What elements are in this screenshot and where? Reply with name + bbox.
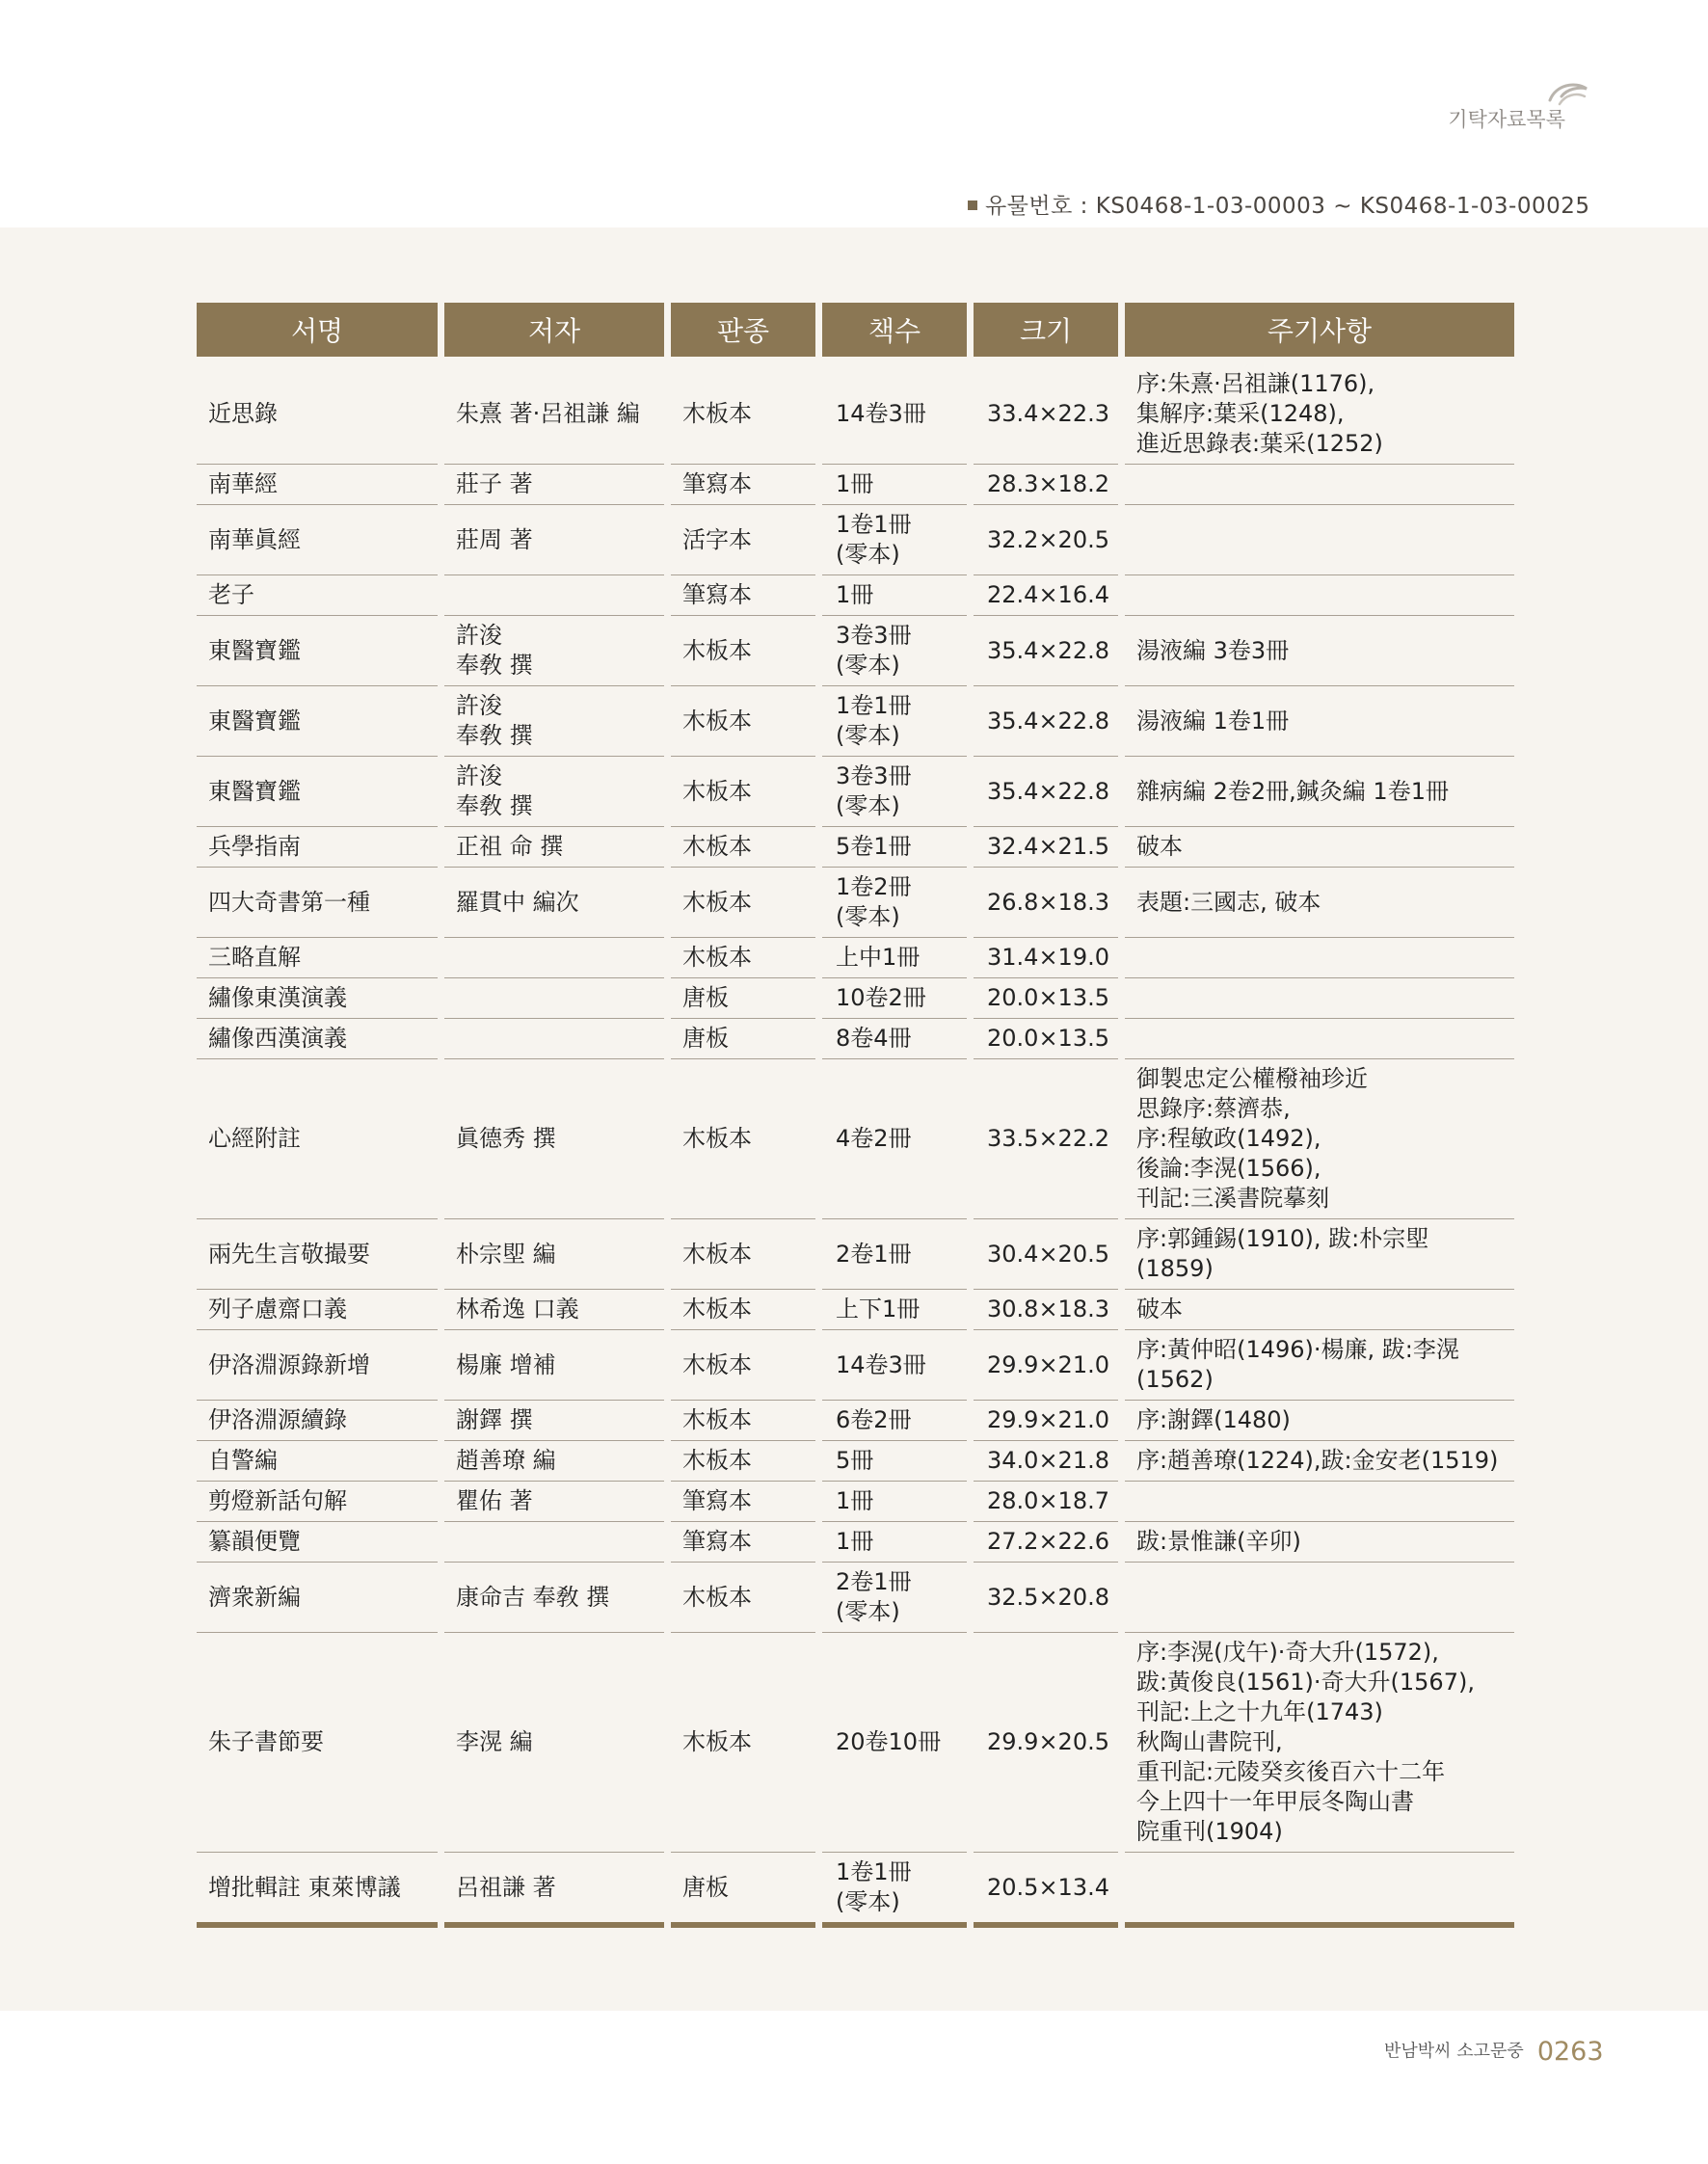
cell-edition: 木板本 (671, 616, 815, 686)
cell-size: 35.4×22.8 (974, 757, 1118, 827)
cell-volumes: 14卷3冊 (822, 1330, 967, 1401)
cell-title: 繡像東漢演義 (197, 978, 438, 1019)
cell-notes: 序:謝鐸(1480) (1125, 1401, 1514, 1441)
column-header: 주기사항 (1125, 303, 1514, 357)
table-row (197, 1401, 1514, 1441)
cell-title: 繡像西漢演義 (197, 1019, 438, 1059)
cell-edition: 活字本 (671, 505, 815, 575)
cell-edition: 筆寫本 (671, 1522, 815, 1563)
cell-edition: 木板本 (671, 1563, 815, 1633)
column-header: 판종 (671, 303, 815, 357)
cell-title: 四大奇書第一種 (197, 868, 438, 938)
cell-edition: 木板本 (671, 1401, 815, 1441)
cell-notes (1125, 1853, 1514, 1928)
cell-notes: 序:朱熹·呂祖謙(1176), 集解序:葉采(1248), 進近思錄表:葉采(1252) (1125, 357, 1514, 465)
cell-volumes: 1冊 (822, 575, 967, 616)
cell-author: 許浚 奉敎 撰 (444, 616, 664, 686)
table-row (197, 1019, 1514, 1059)
cell-title: 剪燈新話句解 (197, 1482, 438, 1522)
cell-title: 伊洛淵源續錄 (197, 1401, 438, 1441)
cell-volumes: 3卷3冊 (零本) (822, 757, 967, 827)
cell-size: 29.9×21.0 (974, 1401, 1118, 1441)
cell-volumes: 6卷2冊 (822, 1401, 967, 1441)
cell-notes: 跋:景惟謙(辛卯) (1125, 1522, 1514, 1563)
column-header: 저자 (444, 303, 664, 357)
table-row (197, 978, 1514, 1019)
cell-edition: 木板本 (671, 938, 815, 978)
cell-size: 31.4×19.0 (974, 938, 1118, 978)
cell-author: 許浚 奉敎 撰 (444, 686, 664, 757)
cell-size: 30.4×20.5 (974, 1219, 1118, 1290)
cell-title: 增批輯註 東萊博議 (197, 1853, 438, 1928)
cell-notes (1125, 1019, 1514, 1059)
cell-title: 心經附註 (197, 1059, 438, 1219)
cell-volumes: 2卷1冊 (零本) (822, 1563, 967, 1633)
table-row (197, 757, 1514, 827)
cell-title: 東醫寶鑑 (197, 686, 438, 757)
cell-notes: 序:趙善璙(1224),跋:金安老(1519) (1125, 1441, 1514, 1482)
cell-edition: 木板本 (671, 868, 815, 938)
cell-title: 伊洛淵源錄新增 (197, 1330, 438, 1401)
cell-notes: 湯液編 1卷1冊 (1125, 686, 1514, 757)
table-row (197, 1633, 1514, 1853)
cell-author: 謝鐸 撰 (444, 1401, 664, 1441)
cell-author: 楊廉 增補 (444, 1330, 664, 1401)
cell-size: 27.2×22.6 (974, 1522, 1118, 1563)
cell-title: 東醫寶鑑 (197, 616, 438, 686)
cell-edition: 筆寫本 (671, 465, 815, 505)
cell-author (444, 1019, 664, 1059)
table-row (197, 1522, 1514, 1563)
cell-title: 兵學指南 (197, 827, 438, 868)
cell-size: 22.4×16.4 (974, 575, 1118, 616)
cell-volumes: 3卷3冊 (零本) (822, 616, 967, 686)
cell-title: 老子 (197, 575, 438, 616)
cell-size: 20.5×13.4 (974, 1853, 1118, 1928)
table-row (197, 357, 1514, 465)
cell-title: 纂韻便覽 (197, 1522, 438, 1563)
cell-author: 莊子 著 (444, 465, 664, 505)
cell-title: 東醫寶鑑 (197, 757, 438, 827)
cell-size: 28.0×18.7 (974, 1482, 1118, 1522)
table-row (197, 1563, 1514, 1633)
section-label: 기탁자료목록 (1448, 108, 1565, 131)
cell-author (444, 978, 664, 1019)
table-row (197, 1330, 1514, 1401)
cell-notes (1125, 575, 1514, 616)
cell-volumes: 1卷2冊 (零本) (822, 868, 967, 938)
table-row (197, 1219, 1514, 1290)
cell-notes (1125, 505, 1514, 575)
cell-edition: 木板本 (671, 1290, 815, 1330)
table-row (197, 868, 1514, 938)
cell-volumes: 2卷1冊 (822, 1219, 967, 1290)
cell-edition: 木板本 (671, 827, 815, 868)
cell-author: 李滉 編 (444, 1633, 664, 1853)
column-header: 서명 (197, 303, 438, 357)
cell-notes: 序:李滉(戊午)·奇大升(1572), 跋:黃俊良(1561)·奇大升(1567), 刊記:上之十九年(1743) 秋陶山書院刊, 重刊記:元陵癸亥後百六十二年 今上四十一年甲辰冬陶山書 院重刊(1904) (1125, 1633, 1514, 1853)
artifact-id-text: 유물번호 : KS0468-1-03-00003 ~ KS0468-1-03-00025 (985, 194, 1590, 219)
cell-volumes: 1卷1冊 (零本) (822, 505, 967, 575)
cell-author: 眞德秀 撰 (444, 1059, 664, 1219)
cell-notes: 御製忠定公權橃袖珍近 思錄序:蔡濟恭, 序:程敏政(1492), 後論:李滉(1566), 刊記:三溪書院摹刻 (1125, 1059, 1514, 1219)
cell-notes (1125, 465, 1514, 505)
cell-volumes: 10卷2冊 (822, 978, 967, 1019)
cell-volumes: 5卷1冊 (822, 827, 967, 868)
cell-notes (1125, 938, 1514, 978)
table-row (197, 1853, 1514, 1928)
cell-volumes: 20卷10冊 (822, 1633, 967, 1853)
cell-title: 南華眞經 (197, 505, 438, 575)
cell-volumes: 1冊 (822, 1482, 967, 1522)
cell-author: 瞿佑 著 (444, 1482, 664, 1522)
table-row (197, 1290, 1514, 1330)
cell-title: 兩先生言敬撮要 (197, 1219, 438, 1290)
table-row (197, 575, 1514, 616)
cell-notes: 破本 (1125, 827, 1514, 868)
cell-size: 32.4×21.5 (974, 827, 1118, 868)
cell-size: 35.4×22.8 (974, 686, 1118, 757)
cell-title: 近思錄 (197, 357, 438, 465)
cell-volumes: 8卷4冊 (822, 1019, 967, 1059)
cell-volumes: 1冊 (822, 1522, 967, 1563)
cell-edition: 筆寫本 (671, 575, 815, 616)
cell-edition: 木板本 (671, 357, 815, 465)
cell-title: 列子慮齋口義 (197, 1290, 438, 1330)
cell-author: 莊周 著 (444, 505, 664, 575)
table-row (197, 686, 1514, 757)
table-row (197, 616, 1514, 686)
cell-title: 三略直解 (197, 938, 438, 978)
table-row (197, 465, 1514, 505)
cell-author: 朱熹 著·呂祖謙 編 (444, 357, 664, 465)
cell-size: 30.8×18.3 (974, 1290, 1118, 1330)
cell-notes: 破本 (1125, 1290, 1514, 1330)
table-row (197, 1482, 1514, 1522)
cell-volumes: 上中1冊 (822, 938, 967, 978)
catalog-table (190, 303, 1521, 1928)
cell-author: 朴宗堲 編 (444, 1219, 664, 1290)
cell-title: 南華經 (197, 465, 438, 505)
cell-volumes: 1卷1冊 (零本) (822, 686, 967, 757)
table-body (197, 357, 1514, 1928)
cell-volumes: 1冊 (822, 465, 967, 505)
cell-size: 28.3×18.2 (974, 465, 1118, 505)
table-row (197, 827, 1514, 868)
cell-size: 33.5×22.2 (974, 1059, 1118, 1219)
cell-author: 正祖 命 撰 (444, 827, 664, 868)
cell-volumes: 14卷3冊 (822, 357, 967, 465)
cell-size: 20.0×13.5 (974, 1019, 1118, 1059)
cell-edition: 木板本 (671, 1633, 815, 1853)
cell-author: 羅貫中 編次 (444, 868, 664, 938)
cell-size: 29.9×20.5 (974, 1633, 1118, 1853)
cell-size: 32.2×20.5 (974, 505, 1118, 575)
cell-edition: 唐板 (671, 1019, 815, 1059)
cell-size: 20.0×13.5 (974, 978, 1118, 1019)
cell-notes: 雜病編 2卷2冊,鍼灸編 1卷1冊 (1125, 757, 1514, 827)
cell-notes: 序:郭鍾錫(1910), 跋:朴宗堲(1859) (1125, 1219, 1514, 1290)
cell-edition: 木板本 (671, 757, 815, 827)
cell-volumes: 1卷1冊 (零本) (822, 1853, 967, 1928)
cell-size: 26.8×18.3 (974, 868, 1118, 938)
cell-volumes: 5冊 (822, 1441, 967, 1482)
cell-size: 29.9×21.0 (974, 1330, 1118, 1401)
column-header: 크기 (974, 303, 1118, 357)
cell-author: 許浚 奉敎 撰 (444, 757, 664, 827)
cell-volumes: 4卷2冊 (822, 1059, 967, 1219)
cell-author (444, 1522, 664, 1563)
cell-notes (1125, 1482, 1514, 1522)
table-row (197, 938, 1514, 978)
artifact-id-range (968, 188, 1590, 220)
cell-notes (1125, 1563, 1514, 1633)
table-header-row (197, 303, 1514, 357)
cell-author: 康命吉 奉敎 撰 (444, 1563, 664, 1633)
cell-notes: 表題:三國志, 破本 (1125, 868, 1514, 938)
cell-volumes: 上下1冊 (822, 1290, 967, 1330)
cell-edition: 木板本 (671, 1219, 815, 1290)
table-row (197, 1059, 1514, 1219)
cell-size: 33.4×22.3 (974, 357, 1118, 465)
cell-author: 呂祖謙 著 (444, 1853, 664, 1928)
cell-notes: 序:黃仲昭(1496)·楊廉, 跋:李滉(1562) (1125, 1330, 1514, 1401)
column-header: 책수 (822, 303, 967, 357)
cell-edition: 木板本 (671, 1059, 815, 1219)
cell-size: 34.0×21.8 (974, 1441, 1118, 1482)
cell-author: 林希逸 口義 (444, 1290, 664, 1330)
page-footer (1384, 2037, 1604, 2067)
cell-size: 35.4×22.8 (974, 616, 1118, 686)
cell-edition: 木板本 (671, 1441, 815, 1482)
cell-edition: 唐板 (671, 1853, 815, 1928)
cell-author: 趙善璙 編 (444, 1441, 664, 1482)
square-bullet-icon (968, 200, 977, 210)
cell-title: 濟衆新編 (197, 1563, 438, 1633)
cell-edition: 木板本 (671, 686, 815, 757)
cell-size: 32.5×20.8 (974, 1563, 1118, 1633)
cell-edition: 唐板 (671, 978, 815, 1019)
cell-edition: 木板本 (671, 1330, 815, 1401)
cell-edition: 筆寫本 (671, 1482, 815, 1522)
cell-title: 朱子書節要 (197, 1633, 438, 1853)
book-title: 반남박씨 소고문중 (1384, 2041, 1524, 2062)
cell-notes: 湯液編 3卷3冊 (1125, 616, 1514, 686)
cell-notes (1125, 978, 1514, 1019)
swirl-logo-icon (1546, 79, 1590, 106)
cell-title: 自警編 (197, 1441, 438, 1482)
table-row (197, 1441, 1514, 1482)
table-row (197, 505, 1514, 575)
page-number: 0263 (1536, 2037, 1604, 2067)
cell-author (444, 938, 664, 978)
cell-author (444, 575, 664, 616)
